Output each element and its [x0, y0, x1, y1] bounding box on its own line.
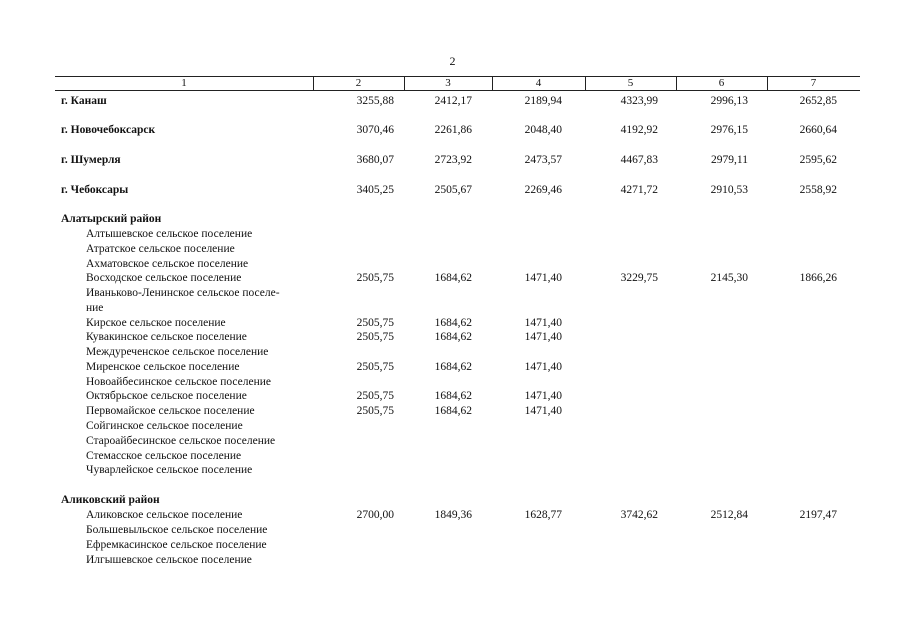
value-col-4: 1471,40: [524, 361, 562, 373]
table-row: [55, 449, 860, 463]
table-row: [55, 375, 860, 389]
row-name: Миренское сельское поселение: [86, 361, 240, 373]
value-col-3: 2261,86: [434, 124, 472, 136]
row-name: г. Канаш: [61, 95, 107, 107]
row-name: Новоайбесинское сельское поселение: [86, 376, 271, 388]
row-name: г. Чебоксары: [61, 184, 129, 196]
value-col-6: 2145,30: [710, 272, 748, 284]
section-row: [55, 123, 860, 137]
header-cell-5: 5: [627, 77, 634, 89]
row-name: Первомайское сельское поселение: [86, 405, 255, 417]
header-cell-1: 1: [181, 77, 187, 89]
value-col-2: 2505,75: [356, 390, 394, 402]
value-col-6: 2910,53: [710, 184, 748, 196]
row-name: Октябрьское сельское поселение: [86, 390, 247, 402]
value-col-2: 2700,00: [356, 509, 394, 521]
value-col-6: 2979,11: [711, 154, 748, 166]
row-name: Стемасское сельское поселение: [86, 450, 242, 462]
value-col-4: 2473,57: [524, 154, 562, 166]
table-row: [55, 553, 860, 567]
table-row: [55, 227, 860, 241]
value-col-6: 2996,13: [710, 95, 748, 107]
table-row: [55, 523, 860, 537]
value-col-2: 3070,46: [356, 124, 394, 136]
table-row: [55, 271, 860, 285]
value-col-2: 2505,75: [356, 361, 394, 373]
value-col-3: 2723,92: [434, 154, 472, 166]
row-name: Аликовский район: [61, 494, 160, 506]
row-name: Староайбесинское сельское поселение: [86, 435, 276, 447]
table-row: [55, 286, 860, 300]
value-col-6: 2976,15: [710, 124, 748, 136]
table-row: [55, 360, 860, 374]
value-col-3: 1684,62: [434, 390, 472, 402]
value-col-2: 2505,75: [356, 331, 394, 343]
value-col-5: 3742,62: [620, 509, 658, 521]
value-col-3: 1684,62: [434, 405, 472, 417]
table-row: [55, 508, 860, 522]
value-col-7: 2595,62: [799, 154, 837, 166]
value-col-3: 2412,17: [434, 95, 472, 107]
table-row: [55, 404, 860, 418]
row-name: Междуреченское сельское поселение: [86, 346, 269, 358]
table-header: [55, 76, 860, 91]
value-col-7: 2197,47: [799, 509, 837, 521]
value-col-7: 2558,92: [799, 184, 837, 196]
table-row: [55, 345, 860, 359]
value-col-2: 3680,07: [356, 154, 394, 166]
table-row: [55, 316, 860, 330]
row-name: Сойгинское сельское поселение: [86, 420, 243, 432]
section-row: [55, 94, 860, 108]
column-divider: [585, 77, 586, 90]
section-row: [55, 212, 860, 226]
table-row: [55, 434, 860, 448]
table-row: [55, 419, 860, 433]
value-col-4: 2189,94: [524, 95, 562, 107]
value-col-2: 2505,75: [356, 317, 394, 329]
value-col-6: 2512,84: [710, 509, 748, 521]
column-divider: [676, 77, 677, 90]
value-col-5: 4467,83: [620, 154, 658, 166]
value-col-3: 1684,62: [434, 361, 472, 373]
value-col-4: 1628,77: [524, 509, 562, 521]
tariff-table: [55, 76, 860, 566]
row-name: Ефремкасинское сельское поселение: [86, 539, 267, 551]
table-row: [55, 330, 860, 344]
header-cell-7: 7: [810, 77, 817, 89]
value-col-2: 3255,88: [356, 95, 394, 107]
header-cell-4: 4: [535, 77, 542, 89]
table-row: [55, 538, 860, 552]
header-cell-6: 6: [718, 77, 725, 89]
value-col-2: 2505,75: [356, 272, 394, 284]
row-name: г. Новочебоксарск: [61, 124, 156, 136]
table-row: [55, 301, 860, 315]
header-cell-2: 2: [355, 77, 362, 89]
row-name: Аликовское сельское поселение: [86, 509, 243, 521]
value-col-5: 3229,75: [620, 272, 658, 284]
column-divider: [767, 77, 768, 90]
value-col-7: 1866,26: [799, 272, 837, 284]
value-col-5: 4323,99: [620, 95, 658, 107]
value-col-4: 1471,40: [524, 331, 562, 343]
row-name: Кувакинское сельское поселение: [86, 331, 247, 343]
row-name: Иваньково-Ленинское сельское поселе-: [86, 287, 280, 299]
value-col-5: 4192,92: [620, 124, 658, 136]
value-col-5: 4271,72: [620, 184, 658, 196]
value-col-4: 2269,46: [524, 184, 562, 196]
value-col-4: 1471,40: [524, 390, 562, 402]
row-name: Восходское сельское поселение: [86, 272, 242, 284]
row-name: Кирское сельское поселение: [86, 317, 226, 329]
value-col-2: 2505,75: [356, 405, 394, 417]
value-col-3: 1684,62: [434, 272, 472, 284]
row-name: г. Шумерля: [61, 154, 121, 166]
value-col-3: 1684,62: [434, 331, 472, 343]
value-col-4: 1471,40: [524, 272, 562, 284]
table-row: [55, 389, 860, 403]
value-col-3: 1849,36: [434, 509, 472, 521]
row-name: ние: [86, 302, 104, 314]
table-row: [55, 242, 860, 256]
row-name: Алтышевское сельское поселение: [86, 228, 253, 240]
row-name: Атратское сельское поселение: [86, 243, 235, 255]
row-name: Ахматовское сельское поселение: [86, 258, 249, 270]
row-name: Алатырский район: [61, 213, 162, 225]
column-divider: [313, 77, 314, 90]
value-col-4: 1471,40: [524, 405, 562, 417]
value-col-4: 1471,40: [524, 317, 562, 329]
value-col-3: 2505,67: [434, 184, 472, 196]
value-col-3: 1684,62: [434, 317, 472, 329]
page-number: 2: [449, 54, 456, 68]
row-name: Илгышевское сельское поселение: [86, 554, 252, 566]
row-name: Большевыльское сельское поселение: [86, 524, 268, 536]
column-divider: [404, 77, 405, 90]
section-row: [55, 153, 860, 167]
table-row: [55, 257, 860, 271]
section-row: [55, 493, 860, 507]
value-col-7: 2652,85: [799, 95, 837, 107]
column-divider: [492, 77, 493, 90]
table-row: [55, 463, 860, 477]
value-col-2: 3405,25: [356, 184, 394, 196]
row-name: Чуварлейское сельское поселение: [86, 464, 253, 476]
value-col-7: 2660,64: [799, 124, 837, 136]
value-col-4: 2048,40: [524, 124, 562, 136]
section-row: [55, 183, 860, 197]
header-cell-3: 3: [445, 77, 451, 89]
